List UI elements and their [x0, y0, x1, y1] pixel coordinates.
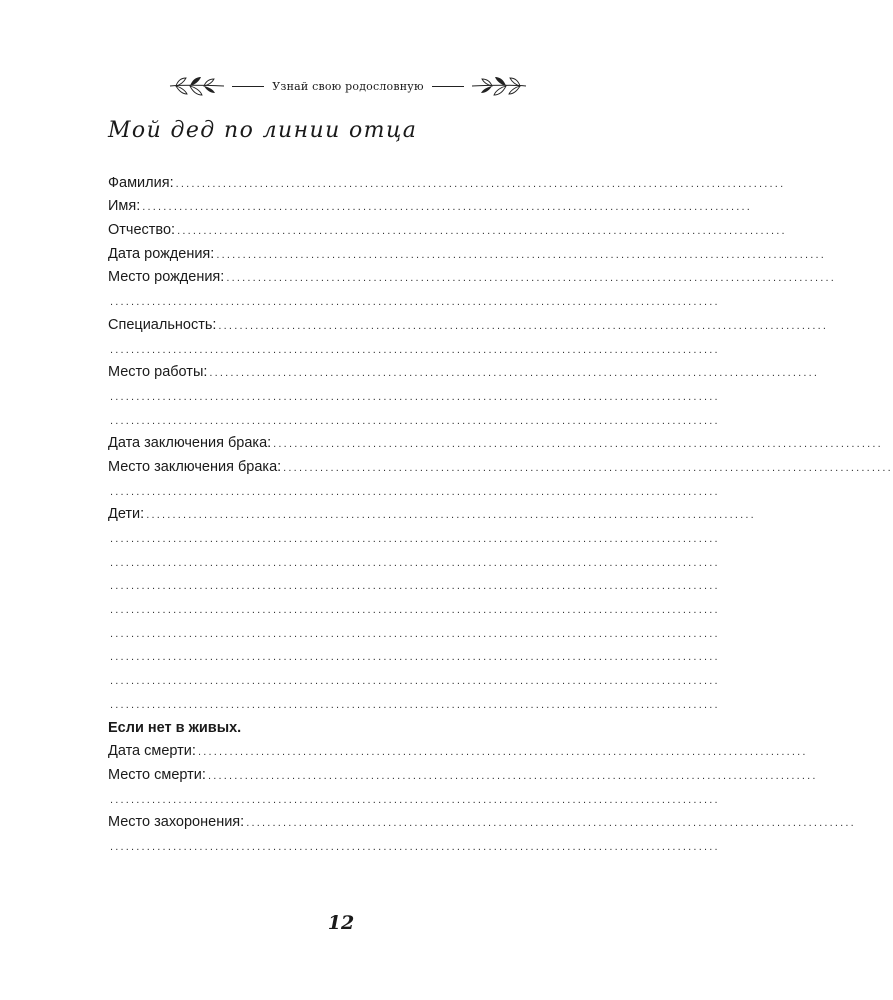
dotted-fill-line[interactable]: .................................................................................................................... — [209, 367, 820, 380]
form-field-row[interactable] — [108, 239, 827, 263]
continuation-line[interactable] — [108, 594, 720, 618]
field-label: Дата заключения брака: — [108, 435, 272, 452]
continuation-line[interactable] — [108, 665, 720, 689]
form-field-row[interactable] — [108, 452, 893, 476]
continuation-line[interactable] — [108, 405, 720, 429]
continuation-line[interactable] — [108, 831, 720, 855]
continuation-line[interactable] — [108, 642, 720, 666]
continuation-line[interactable] — [108, 618, 720, 642]
field-label: Место заключения брака: — [108, 458, 282, 475]
continuation-line[interactable] — [108, 547, 720, 571]
continuation-line[interactable] — [108, 381, 720, 405]
dotted-fill-line[interactable]: .................................................................................................................... — [218, 319, 829, 332]
form-field-row[interactable] — [108, 808, 856, 832]
dotted-fill-line[interactable]: .................................................................................................................... — [177, 225, 787, 238]
dotted-fill-line[interactable]: .................................................................................................................... — [110, 627, 720, 640]
genealogy-form — [108, 168, 893, 855]
field-label: Отчество: — [108, 222, 176, 239]
dotted-fill-line[interactable]: .................................................................................................................... — [142, 201, 752, 214]
form-field-row[interactable] — [108, 737, 808, 761]
form-field-row[interactable] — [108, 358, 820, 382]
dotted-fill-line[interactable]: .................................................................................................................... — [110, 533, 720, 545]
dotted-fill-line[interactable]: .................................................................................................................... — [207, 769, 818, 782]
continuation-line[interactable] — [108, 334, 720, 358]
form-field-row — [108, 713, 598, 737]
dotted-fill-line[interactable]: .................................................................................................................... — [110, 840, 720, 853]
field-label: Место захоронения: — [108, 814, 245, 831]
dotted-fill-line[interactable]: .................................................................................................................... — [110, 414, 720, 427]
field-label: Имя: — [108, 198, 141, 215]
dotted-fill-line[interactable]: .................................................................................................................... — [110, 580, 720, 593]
continuation-line[interactable] — [108, 523, 720, 547]
dotted-fill-line[interactable]: .................................................................................................................... — [146, 509, 756, 522]
dotted-fill-line[interactable]: .................................................................................................................... — [110, 651, 720, 664]
continuation-line[interactable] — [108, 286, 720, 310]
form-field-row[interactable] — [108, 215, 787, 239]
dotted-fill-line[interactable]: .................................................................................................................... — [110, 390, 720, 403]
dotted-fill-line[interactable]: .................................................................................................................... — [273, 438, 883, 451]
form-field-row[interactable] — [108, 500, 756, 524]
header-rule-right — [432, 86, 464, 87]
continuation-line[interactable] — [108, 784, 720, 808]
continuation-line[interactable] — [108, 689, 720, 713]
form-field-row[interactable] — [108, 263, 837, 287]
field-label: Дата рождения: — [108, 245, 215, 262]
dotted-fill-line[interactable]: .................................................................................................................... — [110, 604, 720, 617]
dotted-fill-line[interactable]: .................................................................................................................... — [110, 296, 720, 309]
page-number: 12 — [327, 912, 355, 934]
continuation-line[interactable] — [108, 571, 720, 595]
dotted-fill-line[interactable]: .................................................................................................................... — [283, 461, 893, 474]
field-label: Фамилия: — [108, 174, 174, 191]
dotted-fill-line[interactable]: .................................................................................................................... — [110, 698, 720, 711]
running-header — [168, 72, 528, 100]
right-sprig-icon — [470, 73, 528, 99]
left-sprig-icon — [168, 73, 226, 99]
form-field-row[interactable] — [108, 429, 883, 453]
dotted-fill-line[interactable]: .................................................................................................................... — [175, 177, 786, 190]
dotted-fill-line[interactable]: .................................................................................................................... — [110, 793, 720, 806]
form-field-row[interactable] — [108, 192, 752, 216]
form-field-row[interactable] — [108, 168, 786, 192]
header-rule-left — [232, 86, 264, 87]
dotted-fill-line[interactable]: .................................................................................................................... — [197, 746, 808, 759]
form-field-row[interactable] — [108, 760, 818, 784]
form-field-row[interactable] — [108, 310, 829, 334]
field-label: Место смерти: — [108, 766, 206, 783]
field-label: Место рождения: — [108, 269, 225, 286]
field-label: Специальность: — [108, 316, 217, 333]
page-title: Мой дед по линии отца — [108, 118, 418, 143]
section-note: Если нет в живых. — [108, 719, 242, 736]
dotted-fill-line[interactable]: .................................................................................................................... — [246, 817, 856, 830]
field-label: Дети: — [108, 506, 145, 523]
dotted-fill-line[interactable]: .................................................................................................................... — [110, 485, 720, 498]
dotted-fill-line[interactable]: .................................................................................................................... — [216, 248, 827, 261]
dotted-fill-line[interactable]: .................................................................................................................... — [110, 675, 720, 688]
continuation-line[interactable] — [108, 476, 720, 500]
dotted-fill-line[interactable]: .................................................................................................................... — [226, 272, 837, 285]
field-label: Дата смерти: — [108, 743, 196, 760]
dotted-fill-line[interactable]: .................................................................................................................... — [110, 343, 720, 356]
dotted-fill-line[interactable]: .................................................................................................................... — [110, 556, 720, 569]
running-title: Узнай свою родословную — [272, 79, 424, 93]
field-label: Место работы: — [108, 364, 208, 381]
